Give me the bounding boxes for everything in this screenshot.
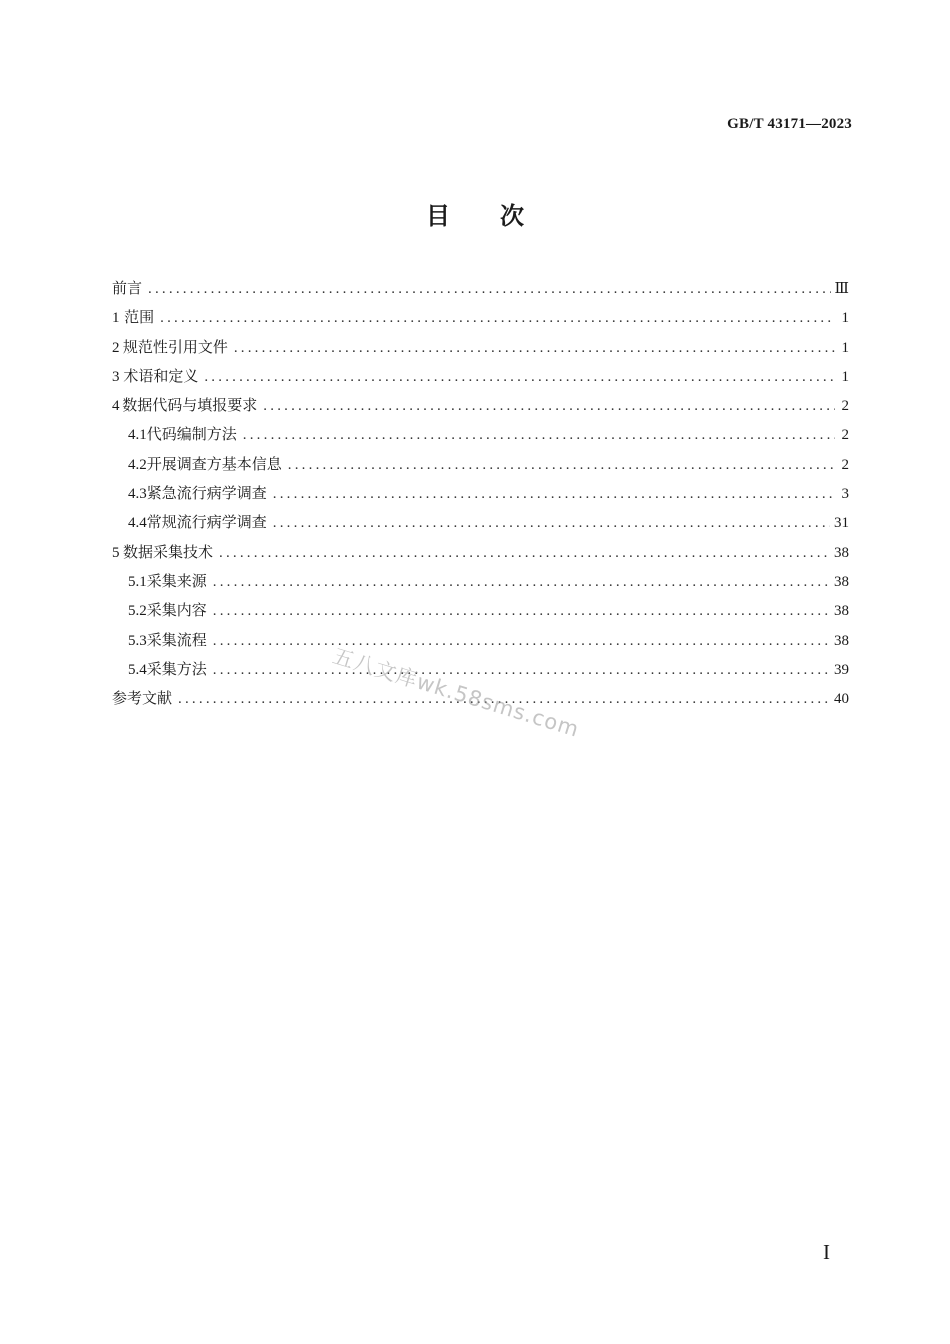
toc-dot-leader — [234, 336, 835, 360]
toc-entry[interactable] — [112, 335, 849, 364]
toc-entry-label: 数据代码与填报要求 — [122, 396, 258, 415]
toc-entry-label: 紧急流行病学调查 — [146, 484, 267, 503]
toc-entry[interactable] — [112, 540, 849, 569]
toc-entry[interactable] — [112, 598, 849, 627]
toc-dot-leader — [263, 394, 835, 418]
toc-entry-label: 常规流行病学调查 — [146, 513, 267, 532]
toc-entry-number: 4.3 — [128, 486, 147, 503]
toc-entry-number: 4.2 — [128, 456, 147, 473]
toc-entry[interactable] — [112, 393, 849, 422]
toc-entry-page: 39 — [834, 661, 849, 678]
title-char-1: 目 — [426, 202, 450, 230]
toc-entry-page: 3 — [841, 486, 849, 503]
toc-entry-label: 数据采集技术 — [122, 542, 213, 561]
toc-entry-label: 前言 — [112, 279, 143, 297]
toc-entry[interactable] — [112, 364, 849, 393]
toc-entry-page: 1 — [841, 368, 849, 385]
toc-entry-page: 2 — [841, 427, 849, 444]
toc-entry-page: 1 — [841, 339, 849, 356]
toc-entry-number: 3 — [112, 368, 120, 385]
toc-dot-leader — [160, 306, 835, 330]
toc-entry-label: 开展调查方基本信息 — [146, 454, 282, 473]
toc-entry-label: 规范性引用文件 — [122, 337, 228, 356]
toc-entry[interactable] — [112, 452, 849, 481]
toc-entry[interactable] — [112, 657, 849, 686]
toc-entry-number: 5.3 — [128, 632, 147, 649]
watermark: 五八文库wk.58sms.com — [329, 643, 583, 742]
toc-entry[interactable] — [112, 481, 849, 510]
toc-entry-number: 4.1 — [128, 427, 147, 444]
toc-entry[interactable] — [112, 276, 849, 305]
toc-dot-leader — [213, 629, 830, 653]
toc-entry-number: 4 — [112, 398, 120, 415]
toc-entry-label: 采集方法 — [146, 659, 207, 678]
toc-dot-leader — [219, 541, 830, 565]
toc-entry[interactable] — [112, 305, 849, 334]
toc-entry-page: 1 — [841, 310, 849, 327]
toc-entry-label: 采集来源 — [146, 571, 207, 590]
toc-entry[interactable] — [112, 510, 849, 539]
document-code: GB/T 43171—2023 — [727, 116, 852, 132]
toc-entry-label: 术语和定义 — [123, 366, 199, 385]
toc-entry-page: 38 — [834, 544, 849, 561]
toc-dot-leader — [243, 423, 835, 447]
toc-entry[interactable] — [112, 628, 849, 657]
toc-entry-number: 1 — [112, 310, 120, 327]
toc-entry-label: 采集内容 — [146, 601, 207, 620]
toc-entry-number: 5.4 — [128, 661, 147, 678]
toc-entry-number: 5.1 — [128, 573, 147, 590]
toc-entry-number: 2 — [112, 339, 120, 356]
toc-entry-page: 38 — [834, 573, 849, 590]
table-of-contents — [112, 276, 849, 715]
toc-entry-page: 2 — [841, 456, 849, 473]
toc-entry[interactable] — [112, 422, 849, 451]
page-number: I — [823, 1240, 830, 1264]
toc-entry-label: 范围 — [124, 308, 155, 327]
page-title — [0, 196, 950, 231]
toc-dot-leader — [148, 277, 831, 301]
toc-entry-label: 参考文献 — [112, 689, 173, 708]
toc-entry-label: 采集流程 — [146, 630, 207, 649]
toc-entry-number: 5.2 — [128, 603, 147, 620]
toc-dot-leader — [213, 599, 830, 623]
toc-dot-leader — [204, 365, 835, 389]
toc-entry-page: 38 — [834, 632, 849, 649]
toc-entry-page: 40 — [834, 691, 849, 708]
toc-dot-leader — [273, 511, 830, 535]
toc-entry-page: 38 — [834, 603, 849, 620]
toc-entry-number: 4.4 — [128, 515, 147, 532]
toc-dot-leader — [213, 658, 830, 682]
toc-dot-leader — [273, 482, 835, 506]
toc-dot-leader — [288, 453, 835, 477]
toc-entry-page: Ⅲ — [834, 281, 849, 297]
toc-entry[interactable] — [112, 569, 849, 598]
title-char-2: 次 — [500, 202, 524, 230]
toc-entry-number: 5 — [112, 544, 120, 561]
toc-dot-leader — [213, 570, 830, 594]
toc-entry-page: 2 — [841, 398, 849, 415]
toc-entry-page: 31 — [834, 515, 849, 532]
toc-entry-label: 代码编制方法 — [146, 425, 237, 444]
